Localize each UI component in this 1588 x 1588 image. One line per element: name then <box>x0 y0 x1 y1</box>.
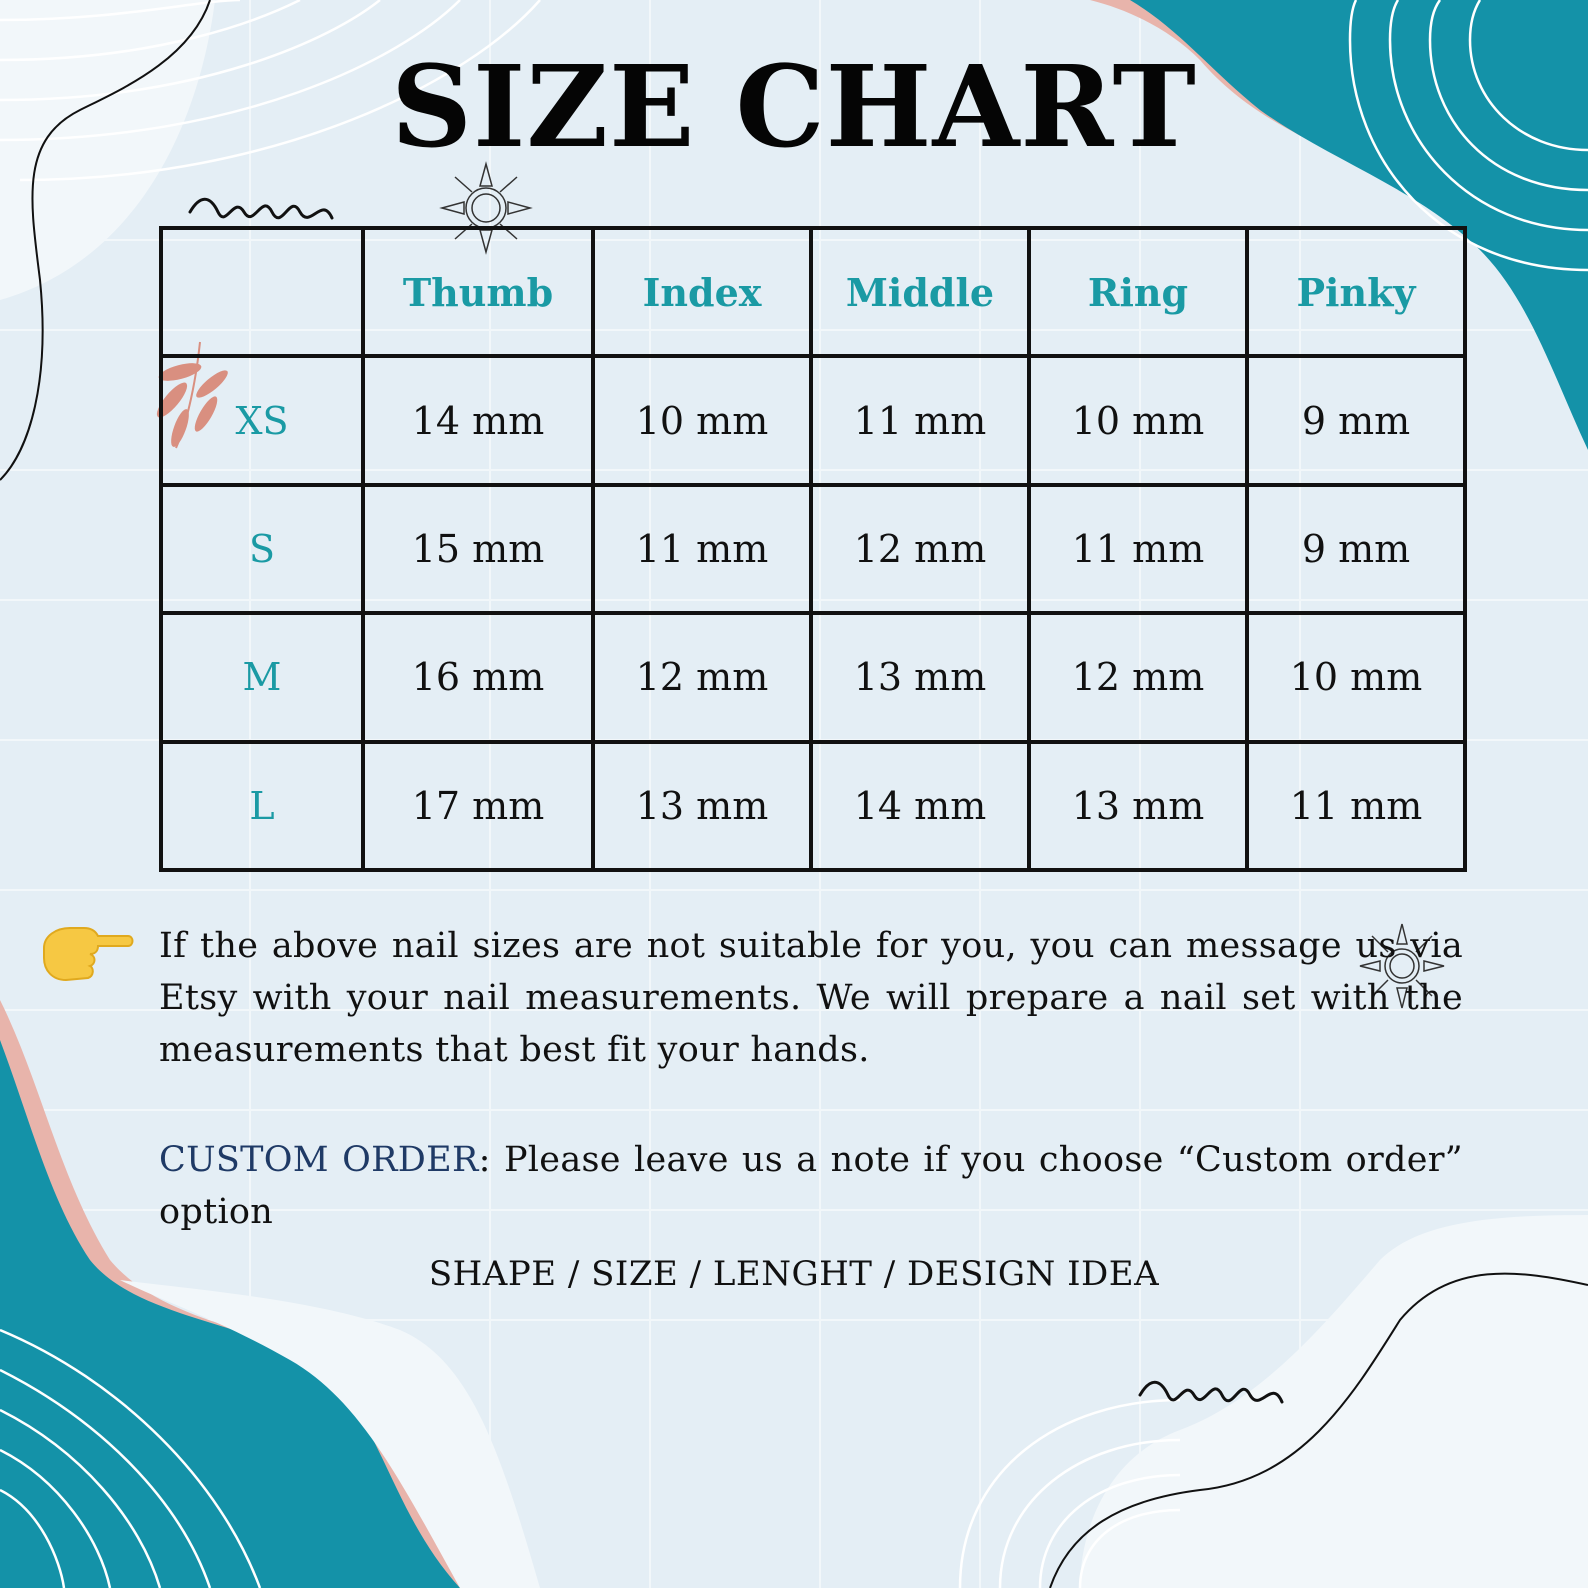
pointing-hand-icon <box>36 918 136 988</box>
table-cell: 10 mm <box>593 356 811 484</box>
table-cell: 13 mm <box>811 613 1029 741</box>
column-header-ring: Ring <box>1029 228 1247 356</box>
table-row <box>161 613 1465 741</box>
table-cell: 10 mm <box>1029 356 1247 484</box>
table-cell: 12 mm <box>1029 613 1247 741</box>
column-header-index: Index <box>593 228 811 356</box>
size-chart-table <box>159 226 1467 872</box>
page-title: SIZE CHART <box>391 42 1197 173</box>
table-cell: 9 mm <box>1247 356 1465 484</box>
column-header-middle: Middle <box>811 228 1029 356</box>
table-header-row <box>161 228 1465 356</box>
table-cell: 11 mm <box>1029 485 1247 613</box>
custom-size-note: If the above nail sizes are not suitable for you, you can message us via Etsy with your nail measurements. We will prepare a nail set with the measurements that best fit your hands. <box>159 926 1463 1070</box>
column-header-pinky: Pinky <box>1247 228 1465 356</box>
table-cell: 12 mm <box>811 485 1029 613</box>
table-cell: 15 mm <box>363 485 593 613</box>
table-cell: 12 mm <box>593 613 811 741</box>
table-corner-cell <box>161 228 363 356</box>
table-cell: 14 mm <box>363 356 593 484</box>
table-cell: 13 mm <box>593 742 811 870</box>
table-cell: 17 mm <box>363 742 593 870</box>
row-size-label: L <box>161 742 363 870</box>
custom-order-note <box>159 1134 1463 1238</box>
custom-order-label: CUSTOM ORDER <box>159 1140 479 1180</box>
custom-order-text: : Please leave us a note if you choose “Custom order” option <box>159 1140 1463 1232</box>
custom-order-options: SHAPE / SIZE / LENGHT / DESIGN IDEA <box>428 1254 1160 1294</box>
row-size-label: M <box>161 613 363 741</box>
row-size-label: XS <box>161 356 363 484</box>
table-cell: 13 mm <box>1029 742 1247 870</box>
column-header-thumb: Thumb <box>363 228 593 356</box>
table-cell: 11 mm <box>1247 742 1465 870</box>
table-cell: 11 mm <box>811 356 1029 484</box>
table-row <box>161 742 1465 870</box>
table-cell: 9 mm <box>1247 485 1465 613</box>
table-row <box>161 485 1465 613</box>
squiggle-decoration-top <box>190 199 332 218</box>
table-cell: 10 mm <box>1247 613 1465 741</box>
table-cell: 16 mm <box>363 613 593 741</box>
table-cell: 14 mm <box>811 742 1029 870</box>
row-size-label: S <box>161 485 363 613</box>
table-cell: 11 mm <box>593 485 811 613</box>
table-row <box>161 356 1465 484</box>
